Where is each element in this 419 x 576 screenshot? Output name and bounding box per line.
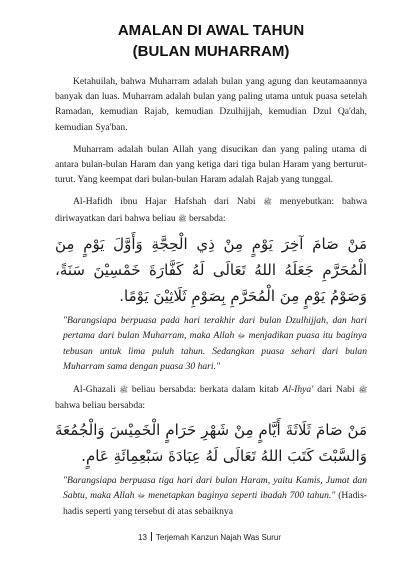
footer-book-title: Terjemah Kanzun Najah Was Surur [155, 533, 281, 542]
swt-honorific-icon-2: ﷻ [137, 492, 146, 501]
paragraph-3-text-c: bersabda: [188, 212, 226, 224]
saw-honorific-icon-2: ﷺ [178, 214, 187, 223]
page-title [55, 20, 367, 62]
book-title-ihya: Al-Ihya' [282, 383, 314, 395]
paragraph-4 [55, 382, 367, 413]
paragraph-4-text-d: bahwa beliau bersabda: [55, 399, 146, 411]
saw-honorific-icon: ﷺ [263, 198, 272, 207]
footer-divider [151, 532, 152, 541]
quote-2-text-b: menetapkan baginya seperti ibadah 700 tahun." [148, 490, 336, 502]
paragraph-2: Muharram adalah bulan Allah yang disucikan dan yang paling utama di antara bulan-bulan Haram dan yang ketiga dari tiga bulan Haram yang berturut-turut. Yang keempat dari bulan-bulan Haram adalah Rajab yang tunggal. [55, 143, 367, 186]
rh-honorific-icon: ﷺ [119, 385, 128, 394]
paragraph-3-text-a: Al-Hafidh ibnu Hajar Hafshah dari Nabi [73, 196, 256, 208]
paragraph-4-text-a: Al-Ghazali [73, 383, 116, 395]
hadith-1-arabic: مَنْ صَامَ آخِرَ يَوْمٍ مِنْ ذِي الْحِجَّةِ وَأَوَّلَ يَوْمٍ مِنَ الْمُحَرَّمِ جَعَلَهُ اللهُ تَعَالَى لَهُ كَفَّارَةَ خَمْسِيْنَ سَنَةً، وَصَوْمُ يَوْمٍ مِنَ الْمُحَرَّمِ بِصَوْمِ ثَلَاثِيْنَ يَوْمًا. [55, 234, 367, 305]
paragraph-4-text-b: beliau bersabda: berkata dalam kitab [131, 383, 279, 395]
paragraph-4-text-c: dari Nabi [317, 383, 355, 395]
quote-2 [55, 473, 367, 520]
title-line-2: (BULAN MUHARRAM) [132, 43, 290, 60]
quote-1-text-b: menjadikan puasa itu baginya tebusan untuk lima puluh tahun. Sedangkan puasa sehari dari bulan Muharram sama dengan puasa 30 hari." [63, 330, 367, 373]
title-line-1: AMALAN DI AWAL TAHUN [117, 22, 305, 39]
swt-honorific-icon: ﷻ [237, 332, 246, 341]
quote-1-text-a: "Barangsiapa berpuasa pada hari terakhir dari bulan Dzulhijjah, dan hari pertama dari bulan Muharram, maka Allah [63, 314, 367, 342]
paragraph-3-text-b: menyebutkan: bahwa diriwayatkan dari bahwa beliau [55, 196, 367, 224]
page-footer [0, 532, 419, 542]
quote-2-text-a: "Barangsiapa berpuasa tiga hari dari bulan Haram, yaitu Kamis, Jumat dan Sabtu, maka Allah [63, 475, 367, 502]
quote-2-text-c: (Hadis-hadis seperti yang tersebut di atas sebaiknya [63, 490, 368, 518]
paragraph-3 [55, 194, 367, 226]
saw-honorific-icon-3: ﷺ [358, 385, 368, 394]
quote-1 [55, 313, 367, 375]
page-number: 13 [138, 533, 147, 542]
paragraph-1: Ketahuilah, bahwa Muharram adalah bulan yang agung dan keutamaannya banyak dan luas. Muharram adalah bulan yang paling utama untuk puasa setelah Ramadan, kemudian Rajab, kemudian Dzulhijjah, kemudian Dzul Qa'dah, kemudian Sya'ban. [55, 76, 367, 133]
hadith-2-arabic: مَنْ صَامَ ثَلَاثَةَ أَيَّامٍ مِنْ شَهْرِ حَرَامٍ الْخَمِيْسَ وَالْجُمُعَةَ وَالسَّبْتَ كَتَبَ اللهُ تَعَالَى لَهُ عِبَادَةَ سَبْعِمِائَةِ عَامٍ. [55, 421, 367, 466]
